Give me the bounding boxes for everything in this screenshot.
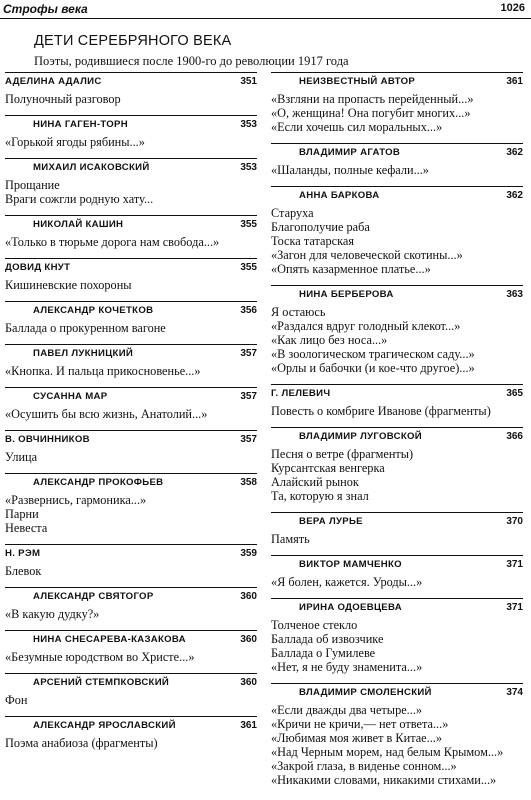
toc-entry: [5, 301, 257, 335]
work-title: «Я болен, кажется. Уроды...»: [271, 575, 423, 589]
work-title: «Кнопка. И пальца прикосновенье...»: [5, 364, 201, 378]
work-title: Враги сожгли родную хату...: [5, 192, 154, 206]
author-page-number: 363: [506, 289, 523, 300]
work-title: Поэма анабиоза (фрагменты): [5, 736, 158, 750]
work-title: Невеста: [5, 521, 48, 535]
author-page-number: 357: [240, 434, 257, 445]
toc-entry: [5, 72, 257, 106]
author-heading: [5, 387, 257, 405]
work-title: «Загон для человеческой скотины...»: [271, 248, 463, 262]
author-name: В. ОВЧИННИКОВ: [5, 434, 90, 445]
running-title: Строфы века: [3, 2, 88, 16]
author-heading: [5, 473, 257, 491]
work-title: «Безумные юродством во Христе...»: [5, 650, 195, 664]
toc-entry: [5, 158, 257, 206]
author-page-number: 361: [240, 720, 257, 731]
author-heading: [5, 301, 257, 319]
author-heading: [271, 555, 523, 573]
author-page-number: 358: [240, 477, 257, 488]
work-title: «Шаланды, полные кефали...»: [271, 163, 429, 177]
section-heading: [34, 32, 524, 69]
work-title: Алайский рынок: [271, 475, 359, 489]
work-title: «Осушить бы всю жизнь, Анатолий...»: [5, 407, 208, 421]
toc-entry: [5, 473, 257, 535]
author-heading: [5, 430, 257, 448]
work-title: Толченое стекло: [271, 618, 358, 632]
work-title: «Взгляни на пропасть перейденный...»: [271, 92, 474, 106]
toc-entry: [271, 512, 523, 546]
author-name: АРСЕНИЙ СТЕМПКОВСКИЙ: [33, 677, 170, 688]
toc-entry: [271, 427, 523, 503]
section-subtitle: Поэты, родившиеся после 1900-го до революции 1917 года: [34, 54, 349, 68]
author-name: ВЛАДИМИР СМОЛЕНСКИЙ: [299, 687, 432, 698]
author-name: НЕИЗВЕСТНЫЙ АВТОР: [299, 76, 416, 87]
work-title: «Если хочешь сил моральных...»: [271, 120, 443, 134]
author-heading: [5, 344, 257, 362]
author-page-number: 353: [240, 119, 257, 130]
author-name: АЛЕКСАНДР СВЯТОГОР: [33, 591, 154, 602]
work-title: Память: [271, 532, 310, 546]
author-heading: [5, 72, 257, 90]
work-title: Кишиневские похороны: [5, 278, 132, 292]
toc-entry: [5, 215, 257, 249]
author-heading: [271, 143, 523, 161]
author-name: НИНА ГАГЕН-ТОРН: [33, 119, 128, 130]
work-title: «Нет, я не буду знаменита...»: [271, 660, 423, 674]
author-name: ПАВЕЛ ЛУКНИЦКИЙ: [33, 348, 134, 359]
work-title: «О, женщина! Она погубит многих...»: [271, 106, 471, 120]
author-name: АДЕЛИНА АДАЛИС: [5, 76, 102, 87]
author-page-number: 365: [506, 388, 523, 399]
author-name: НИНА СНЕСАРЕВА-КАЗАКОВА: [33, 634, 186, 645]
author-name: НИНА БЕРБЕРОВА: [299, 289, 394, 300]
toc-entry: [5, 544, 257, 578]
work-title: Старуха: [271, 206, 314, 220]
work-title: «В какую дудку?»: [5, 607, 100, 621]
work-title: Улица: [5, 450, 38, 464]
author-page-number: 360: [240, 677, 257, 688]
toc-entry: [271, 72, 523, 134]
author-heading: [271, 427, 523, 445]
author-page-number: 357: [240, 391, 257, 402]
toc-entry: [5, 258, 257, 292]
toc-entry: [5, 430, 257, 464]
work-title: «Если дважды два четыре...»: [271, 703, 423, 717]
work-title: Повесть о комбриге Иванове (фрагменты): [271, 404, 491, 418]
work-title: Прощание: [5, 178, 60, 192]
author-page-number: 362: [506, 190, 523, 201]
author-name: ВИКТОР МАМЧЕНКО: [299, 559, 402, 570]
author-heading: [271, 72, 523, 90]
author-page-number: 371: [506, 602, 523, 613]
author-page-number: 371: [506, 559, 523, 570]
author-page-number: 351: [240, 76, 257, 87]
toc-entry: [5, 587, 257, 621]
author-heading: [5, 716, 257, 734]
work-title: «Закрой глаза, в виденье сонном...»: [271, 759, 457, 773]
author-name: АННА БАРКОВА: [299, 190, 380, 201]
toc-entry: [5, 630, 257, 664]
header-rule: [0, 18, 531, 19]
work-title: Баллада об извозчике: [271, 632, 384, 646]
toc-entry: [271, 186, 523, 276]
author-heading: [5, 587, 257, 605]
author-page-number: 374: [506, 687, 523, 698]
author-page-number: 362: [506, 147, 523, 158]
left-column: [5, 72, 257, 759]
author-name: ИРИНА ОДОЕВЦЕВА: [299, 602, 402, 613]
running-header: [0, 0, 531, 22]
work-title: «Никакими словами, никакими стихами...»: [271, 773, 497, 787]
author-page-number: 360: [240, 591, 257, 602]
author-name: ВЛАДИМИР АГАТОВ: [299, 147, 401, 158]
author-heading: [271, 186, 523, 204]
author-page-number: 370: [506, 516, 523, 527]
author-page-number: 361: [506, 76, 523, 87]
work-title: «Раздался вдруг голодный клекот...»: [271, 319, 461, 333]
author-heading: [271, 598, 523, 616]
toc-entry: [5, 115, 257, 149]
work-title: Благополучие раба: [271, 220, 370, 234]
work-title: Песня о ветре (фрагменты): [271, 447, 414, 461]
author-heading: [5, 115, 257, 133]
author-name: АЛЕКСАНДР ПРОКОФЬЕВ: [33, 477, 164, 488]
toc-entry: [271, 384, 523, 418]
toc-entry: [5, 344, 257, 378]
author-page-number: 357: [240, 348, 257, 359]
right-column: [271, 72, 523, 796]
author-heading: [5, 215, 257, 233]
work-title: «Опять казарменное платье...»: [271, 262, 431, 276]
author-heading: [271, 285, 523, 303]
work-title: «Кричи не кричи,— нет ответа...»: [271, 717, 449, 731]
work-title: Полуночный разговор: [5, 92, 121, 106]
author-page-number: 353: [240, 162, 257, 173]
toc-entry: [5, 673, 257, 707]
author-page-number: 355: [240, 262, 257, 273]
author-name: Н. РЭМ: [5, 548, 41, 559]
author-page-number: 355: [240, 219, 257, 230]
work-title: «Как лицо без носа...»: [271, 333, 388, 347]
author-page-number: 359: [240, 548, 257, 559]
section-title: ДЕТИ СЕРЕБРЯНОГО ВЕКА: [34, 33, 232, 49]
work-title: Я остаюсь: [271, 305, 326, 319]
author-name: Г. ЛЕЛЕВИЧ: [271, 388, 331, 399]
toc-entry: [271, 143, 523, 177]
author-name: ВЛАДИМИР ЛУГОВСКОЙ: [299, 431, 422, 442]
author-page-number: 366: [506, 431, 523, 442]
toc-entry: [5, 387, 257, 421]
work-title: Баллада о прокуренном вагоне: [5, 321, 166, 335]
work-title: Фон: [5, 693, 28, 707]
toc-entry: [271, 598, 523, 674]
work-title: «Только в тюрьме дорога нам свобода...»: [5, 235, 220, 249]
work-title: Та, которую я знал: [271, 489, 369, 503]
author-heading: [271, 683, 523, 701]
work-title: «Горькой ягоды рябины...»: [5, 135, 145, 149]
author-name: АЛЕКСАНДР ЯРОСЛАВСКИЙ: [33, 720, 176, 731]
work-title: Тоска татарская: [271, 234, 354, 248]
work-title: «Над Черным морем, над белым Крымом...»: [271, 745, 504, 759]
page-number: 1026: [500, 2, 525, 14]
work-title: Курсантская венгерка: [271, 461, 385, 475]
author-heading: [5, 544, 257, 562]
author-name: ВЕРА ЛУРЬЕ: [299, 516, 363, 527]
author-heading: [5, 158, 257, 176]
author-page-number: 360: [240, 634, 257, 645]
author-page-number: 356: [240, 305, 257, 316]
toc-entry: [271, 555, 523, 589]
toc-entry: [271, 285, 523, 375]
author-heading: [5, 258, 257, 276]
work-title: Баллада о Гумилеве: [271, 646, 376, 660]
author-heading: [271, 384, 523, 402]
author-heading: [5, 673, 257, 691]
author-name: АЛЕКСАНДР КОЧЕТКОВ: [33, 305, 154, 316]
author-heading: [5, 630, 257, 648]
author-name: СУСАННА МАР: [33, 391, 108, 402]
work-title: «В зоологическом трагическом саду...»: [271, 347, 475, 361]
toc-entry: [271, 683, 523, 787]
work-title: Парни: [5, 507, 39, 521]
author-name: НИКОЛАЙ КАШИН: [33, 219, 124, 230]
work-title: «Любимая моя живет в Китае...»: [271, 731, 443, 745]
work-title: «Развернись, гармоника...»: [5, 493, 147, 507]
author-name: МИХАИЛ ИСАКОВСКИЙ: [33, 162, 150, 173]
author-name: ДОВИД КНУТ: [5, 262, 71, 273]
author-heading: [271, 512, 523, 530]
work-title: Блевок: [5, 564, 42, 578]
toc-entry: [5, 716, 257, 750]
work-title: «Орлы и бабочки (и кое-что другое)...»: [271, 361, 475, 375]
